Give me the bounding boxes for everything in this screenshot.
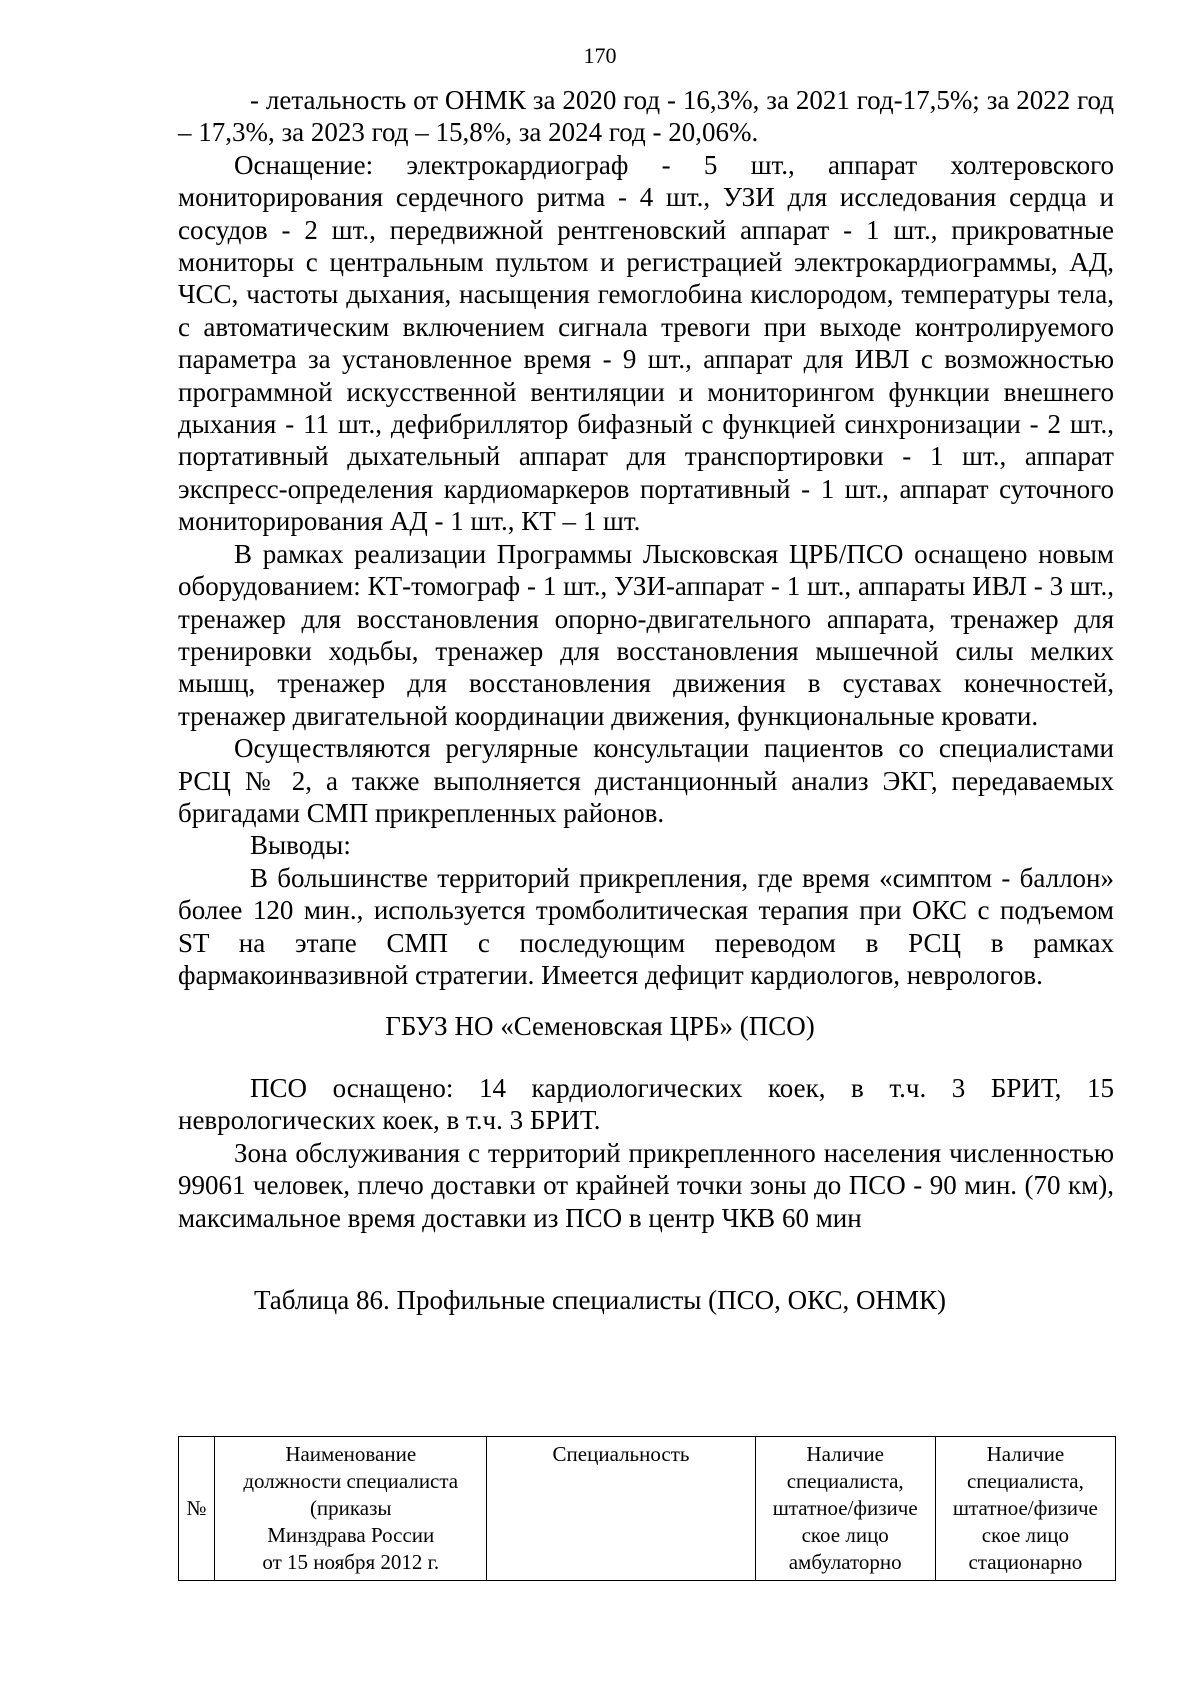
table-header-outpatient: Наличие специалиста, штатное/физиче ское лицо амбулаторно [755,1437,935,1581]
program-paragraph: В рамках реализации Программы Лысковская ЦРБ/ПСО оснащено новым оборудованием: КТ-томограф - 1 шт., УЗИ-аппарат - 1 шт., аппараты ИВЛ - 3 шт., тренажер для восстановления опорно-двигательного аппарата, тренажер для тренировки ходьбы, тренажер для восстановления мышечной силы мелких мышц, тренажер для восстановления движения в суставах конечностей, тренажер двигательной координации движения, функциональные кровати. [178,538,1114,731]
section-title: ГБУЗ НО «Семеновская ЦРБ» (ПСО) [385,1011,815,1041]
consultations-paragraph: Осуществляются регулярные консультации пациентов со специалистами РСЦ № 2, а также выполняется дистанционный анализ ЭКГ, передаваемых бригадами СМП прикрепленных районов. [178,733,1114,828]
equipment-paragraph: Оснащение: электрокардиограф - 5 шт., аппарат холтеровского мониторирования сердечного ритма - 4 шт., УЗИ для исследования сердца и сосудов - 2 шт., передвижной рентгеновский аппарат - 1 шт., прикроватные мониторы с центральным пультом и регистрацией электрокардиограммы, АД, ЧСС, частоты дыхания, насыщения гемоглобина кислородом, температуры тела, с автоматическим включением сигнала тревоги при выходе контролируемого параметра за установленное время - 9 шт., аппарат для ИВЛ с возможностью программной искусственной вентиляции и мониторингом функции внешнего дыхания - 11 шт., дефибриллятор бифазный с функцией синхронизации - 2 шт., портативный дыхательный аппарат для транспортировки - 1 шт., аппарат экспресс-определения кардиомаркеров портативный - 1 шт., аппарат суточного мониторирования АД - 1 шт., КТ – 1 шт. [178,149,1114,537]
conclusions-label: Выводы: [250,830,351,861]
table-header-row [179,1437,1116,1581]
table-header-inpatient: Наличие специалиста, штатное/физиче ское лицо стационарно [935,1437,1115,1581]
page-number: 170 [583,43,617,68]
lethality-paragraph: - летальность от ОНМК за 2020 год - 16,3%, за 2021 год-17,5%; за 2022 год – 17,3%, за 2023 год – 15,8%, за 2024 год - 20,06%. [178,85,1114,148]
beds-paragraph: ПСО оснащено: 14 кардиологических коек, в т.ч. 3 БРИТ, 15 неврологических коек, в т.ч. 3 БРИТ. [178,1073,1114,1136]
body-text-section [178,1072,1114,1234]
table-header-number: № [179,1437,215,1581]
zone-paragraph: Зона обслуживания с территорий прикрепленного населения численностью 99061 человек, плечо доставки от крайней точки зоны до ПСО - 90 мин. (70 км), максимальное время доставки из ПСО в центр ЧКВ 60 мин [178,1137,1114,1233]
specialists-table [178,1436,1116,1581]
conclusions-paragraph: В большинстве территорий прикрепления, где время «симптом - баллон» более 120 мин., используется тромболитическая терапия при ОКС с подъемом ST на этапе СМП с последующим переводом в РСЦ в рамках фармакоинвазивной стратегии. Имеется дефицит кардиологов, неврологов. [178,862,1114,990]
table-header-specialty: Специальность [487,1437,755,1581]
table-caption: Таблица 86. Профильные специалисты (ПСО, ОКС, ОНМК) [253,1285,946,1315]
body-text-top [178,84,1114,991]
table-header-position: Наименование должности специалиста (приказы Минздрава России от 15 ноября 2012 г. [215,1437,487,1581]
